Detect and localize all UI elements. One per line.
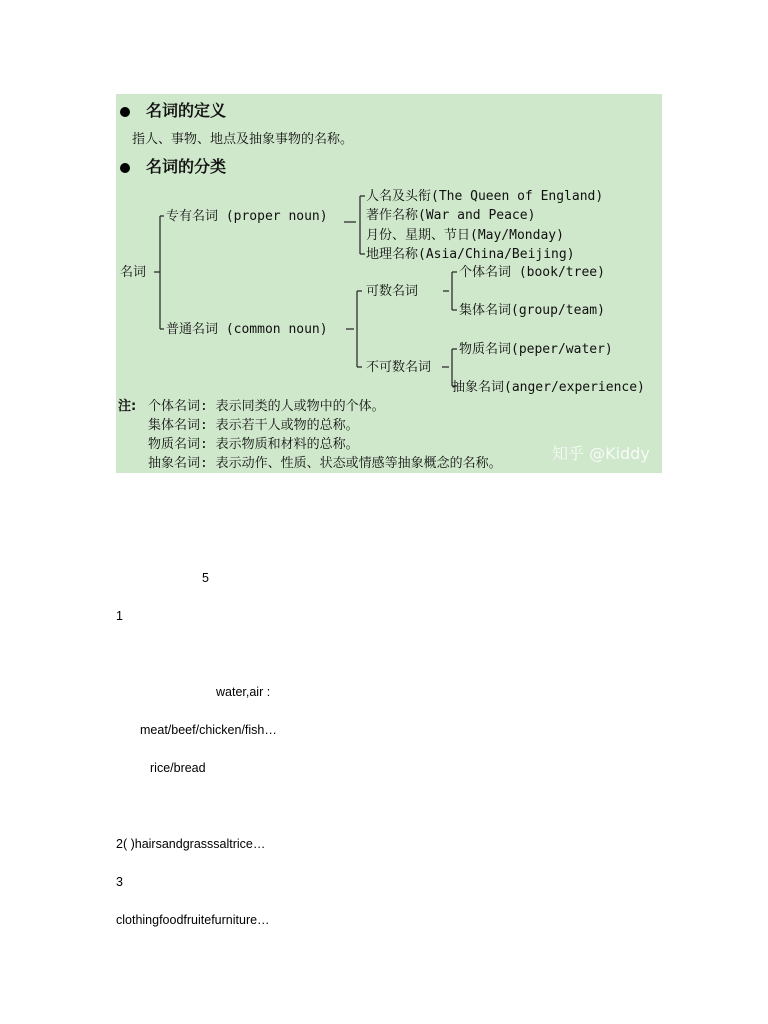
heading-classification: 名词的分类 <box>146 157 227 176</box>
proper-item: 地理名称(Asia/China/Beijing) <box>366 247 575 262</box>
tree-root: 名词 <box>120 265 147 280</box>
proper-noun-label: 专有名词 (proper noun) <box>166 209 328 224</box>
uncountable-item: 物质名词(peper/water) <box>459 342 613 357</box>
body-line: 1 <box>116 609 123 623</box>
countable-item: 个体名词 (book/tree) <box>459 265 605 280</box>
noun-classification-figure <box>116 94 662 473</box>
definition-text: 指人、事物、地点及抽象事物的名称。 <box>132 132 354 147</box>
bullet-icon <box>120 163 130 173</box>
body-line: water,air : <box>216 685 271 699</box>
countable-item: 集体名词(group/team) <box>459 303 605 318</box>
body-line: 5 <box>202 571 209 585</box>
note-line: 个体名词: 表示同类的人或物中的个体。 <box>148 399 385 414</box>
heading-definition: 名词的定义 <box>146 101 227 120</box>
body-line: 2( )hairsandgrasssaltrice… <box>116 837 266 851</box>
note-line: 集体名词: 表示若干人或物的总称。 <box>148 418 359 433</box>
proper-item: 著作名称(War and Peace) <box>366 208 536 223</box>
note-label: 注: <box>118 399 137 414</box>
common-noun-label: 普通名词 (common noun) <box>166 322 328 337</box>
proper-item: 人名及头衔(The Queen of England) <box>366 189 604 204</box>
uncountable-item: 抽象名词(anger/experience) <box>452 380 645 395</box>
bullet-icon <box>120 107 130 117</box>
body-line: 3 <box>116 875 123 889</box>
uncountable-label: 不可数名词 <box>366 360 432 375</box>
countable-label: 可数名词 <box>366 284 419 299</box>
proper-item: 月份、星期、节日(May/Monday) <box>366 228 564 243</box>
body-line: meat/beef/chicken/fish… <box>140 723 277 737</box>
watermark: 知乎 @Kiddy <box>552 444 650 463</box>
body-line: clothingfoodfruitefurniture… <box>116 913 270 927</box>
note-line: 抽象名词: 表示动作、性质、状态或情感等抽象概念的名称。 <box>148 456 502 471</box>
note-line: 物质名词: 表示物质和材料的总称。 <box>148 437 359 452</box>
body-line: rice/bread <box>150 761 206 775</box>
